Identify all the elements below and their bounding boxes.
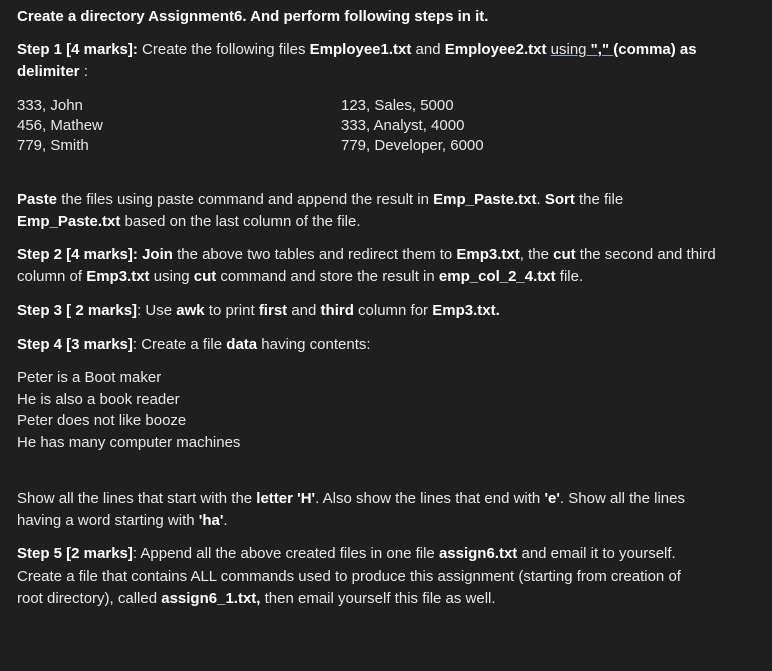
bold-text: first [258, 302, 288, 319]
text-span: Create the following files [137, 41, 310, 58]
show-para-line1 [17, 488, 685, 510]
text-span: command and store the result in [216, 268, 439, 285]
bold-text: 'e' [544, 490, 560, 507]
delimiter-word: (comma) as [613, 41, 697, 58]
text-span: . Show all the lines [559, 490, 685, 507]
text-span: to print [204, 302, 259, 319]
delimiter-text: delimiter [17, 63, 80, 80]
bold-text: letter 'H' [256, 490, 316, 507]
step2-line1 [17, 244, 716, 266]
text-span: and email it to yourself. [517, 545, 676, 562]
text-span: file. [555, 268, 584, 285]
bold-text: assign6_1.txt, [161, 590, 261, 607]
step4-label: Step 4 [3 marks] [17, 336, 133, 353]
text-span: the above two tables and redirect them to [172, 246, 457, 263]
text-span: root directory), called [17, 590, 162, 607]
text-span: having a word starting with [17, 512, 199, 529]
text-span: : Append all the above created files in one file [132, 545, 439, 562]
employee1-row: 779, Smith [17, 137, 89, 154]
filename: Employee1.txt [309, 41, 412, 58]
assignment-title [17, 6, 488, 28]
text-span: the files using paste command and append the result in [57, 191, 434, 208]
step3-label: Step 3 [ 2 marks] [17, 302, 138, 319]
text-span: , the [519, 246, 554, 263]
step1-line2 [17, 61, 88, 83]
step1-label: Step 1 [4 marks]: [17, 41, 138, 58]
text-span: column of [17, 268, 87, 285]
text-span: : Create a file [132, 336, 227, 353]
bold-text: Emp3.txt. [432, 302, 500, 319]
step5-label: Step 5 [2 marks] [17, 545, 133, 562]
text-span: : Use [137, 302, 177, 319]
text-span: the file [574, 191, 624, 208]
paste-para-line2 [17, 211, 361, 233]
text-span: having contents: [257, 336, 371, 353]
text-span: . Also show the lines that end with [315, 490, 545, 507]
step2-label: Step 2 [4 marks]: [17, 246, 138, 263]
step5-line1 [17, 543, 676, 565]
text-span: . [536, 191, 545, 208]
employee2-row: 123, Sales, 5000 [341, 97, 454, 114]
bold-text: Emp_Paste.txt [17, 213, 121, 230]
text-span: Show all the lines that start with the [17, 490, 257, 507]
step5-line3 [17, 588, 496, 610]
employee2-row: 779, Developer, 6000 [341, 137, 484, 154]
bold-text: third [320, 302, 354, 319]
text-span: then email yourself this file as well. [260, 590, 496, 607]
text-span: and [287, 302, 321, 319]
data-line: He is also a book reader [17, 391, 180, 408]
title-text: Create a directory Assignment6. And perform following steps in it. [17, 8, 489, 25]
bold-text: Emp_Paste.txt [433, 191, 537, 208]
text-span: based on the last column of the file. [120, 213, 361, 230]
underlined-text: using [550, 41, 587, 58]
bold-text: cut [193, 268, 217, 285]
bold-text: 'ha' [198, 512, 224, 529]
bold-text: Join [142, 246, 173, 263]
bold-text: cut [553, 246, 576, 263]
delimiter-quote: "," [586, 41, 614, 58]
bold-text: Paste [17, 191, 58, 208]
text-span: . [223, 512, 228, 529]
text-span: and [411, 41, 445, 58]
text-span: : [79, 63, 88, 80]
text-span: the second and third [575, 246, 716, 263]
step3-line [17, 300, 500, 322]
bold-text: Sort [544, 191, 575, 208]
step2-line2 [17, 266, 583, 288]
step4-line [17, 334, 371, 356]
bold-text: Emp3.txt [456, 246, 520, 263]
bold-text: awk [176, 302, 205, 319]
filename: Employee2.txt [444, 41, 547, 58]
bold-text: emp_col_2_4.txt [438, 268, 556, 285]
bold-text: Emp3.txt [86, 268, 150, 285]
employee1-row: 456, Mathew [17, 117, 103, 134]
employee1-row: 333, John [17, 97, 83, 114]
text-span: column for [353, 302, 433, 319]
bold-text: assign6.txt [438, 545, 518, 562]
show-para-line2 [17, 510, 228, 532]
bold-text: data [226, 336, 258, 353]
data-line: Peter does not like booze [17, 412, 187, 429]
data-line: Peter is a Boot maker [17, 369, 162, 386]
step5-line2: Create a file that contains ALL commands used to produce this assignment (starting from creation of [17, 568, 681, 585]
text-span: using [149, 268, 194, 285]
step1-line1 [17, 39, 697, 61]
data-line: He has many computer machines [17, 434, 241, 451]
paste-para-line1 [17, 189, 623, 211]
employee2-row: 333, Analyst, 4000 [341, 117, 465, 134]
